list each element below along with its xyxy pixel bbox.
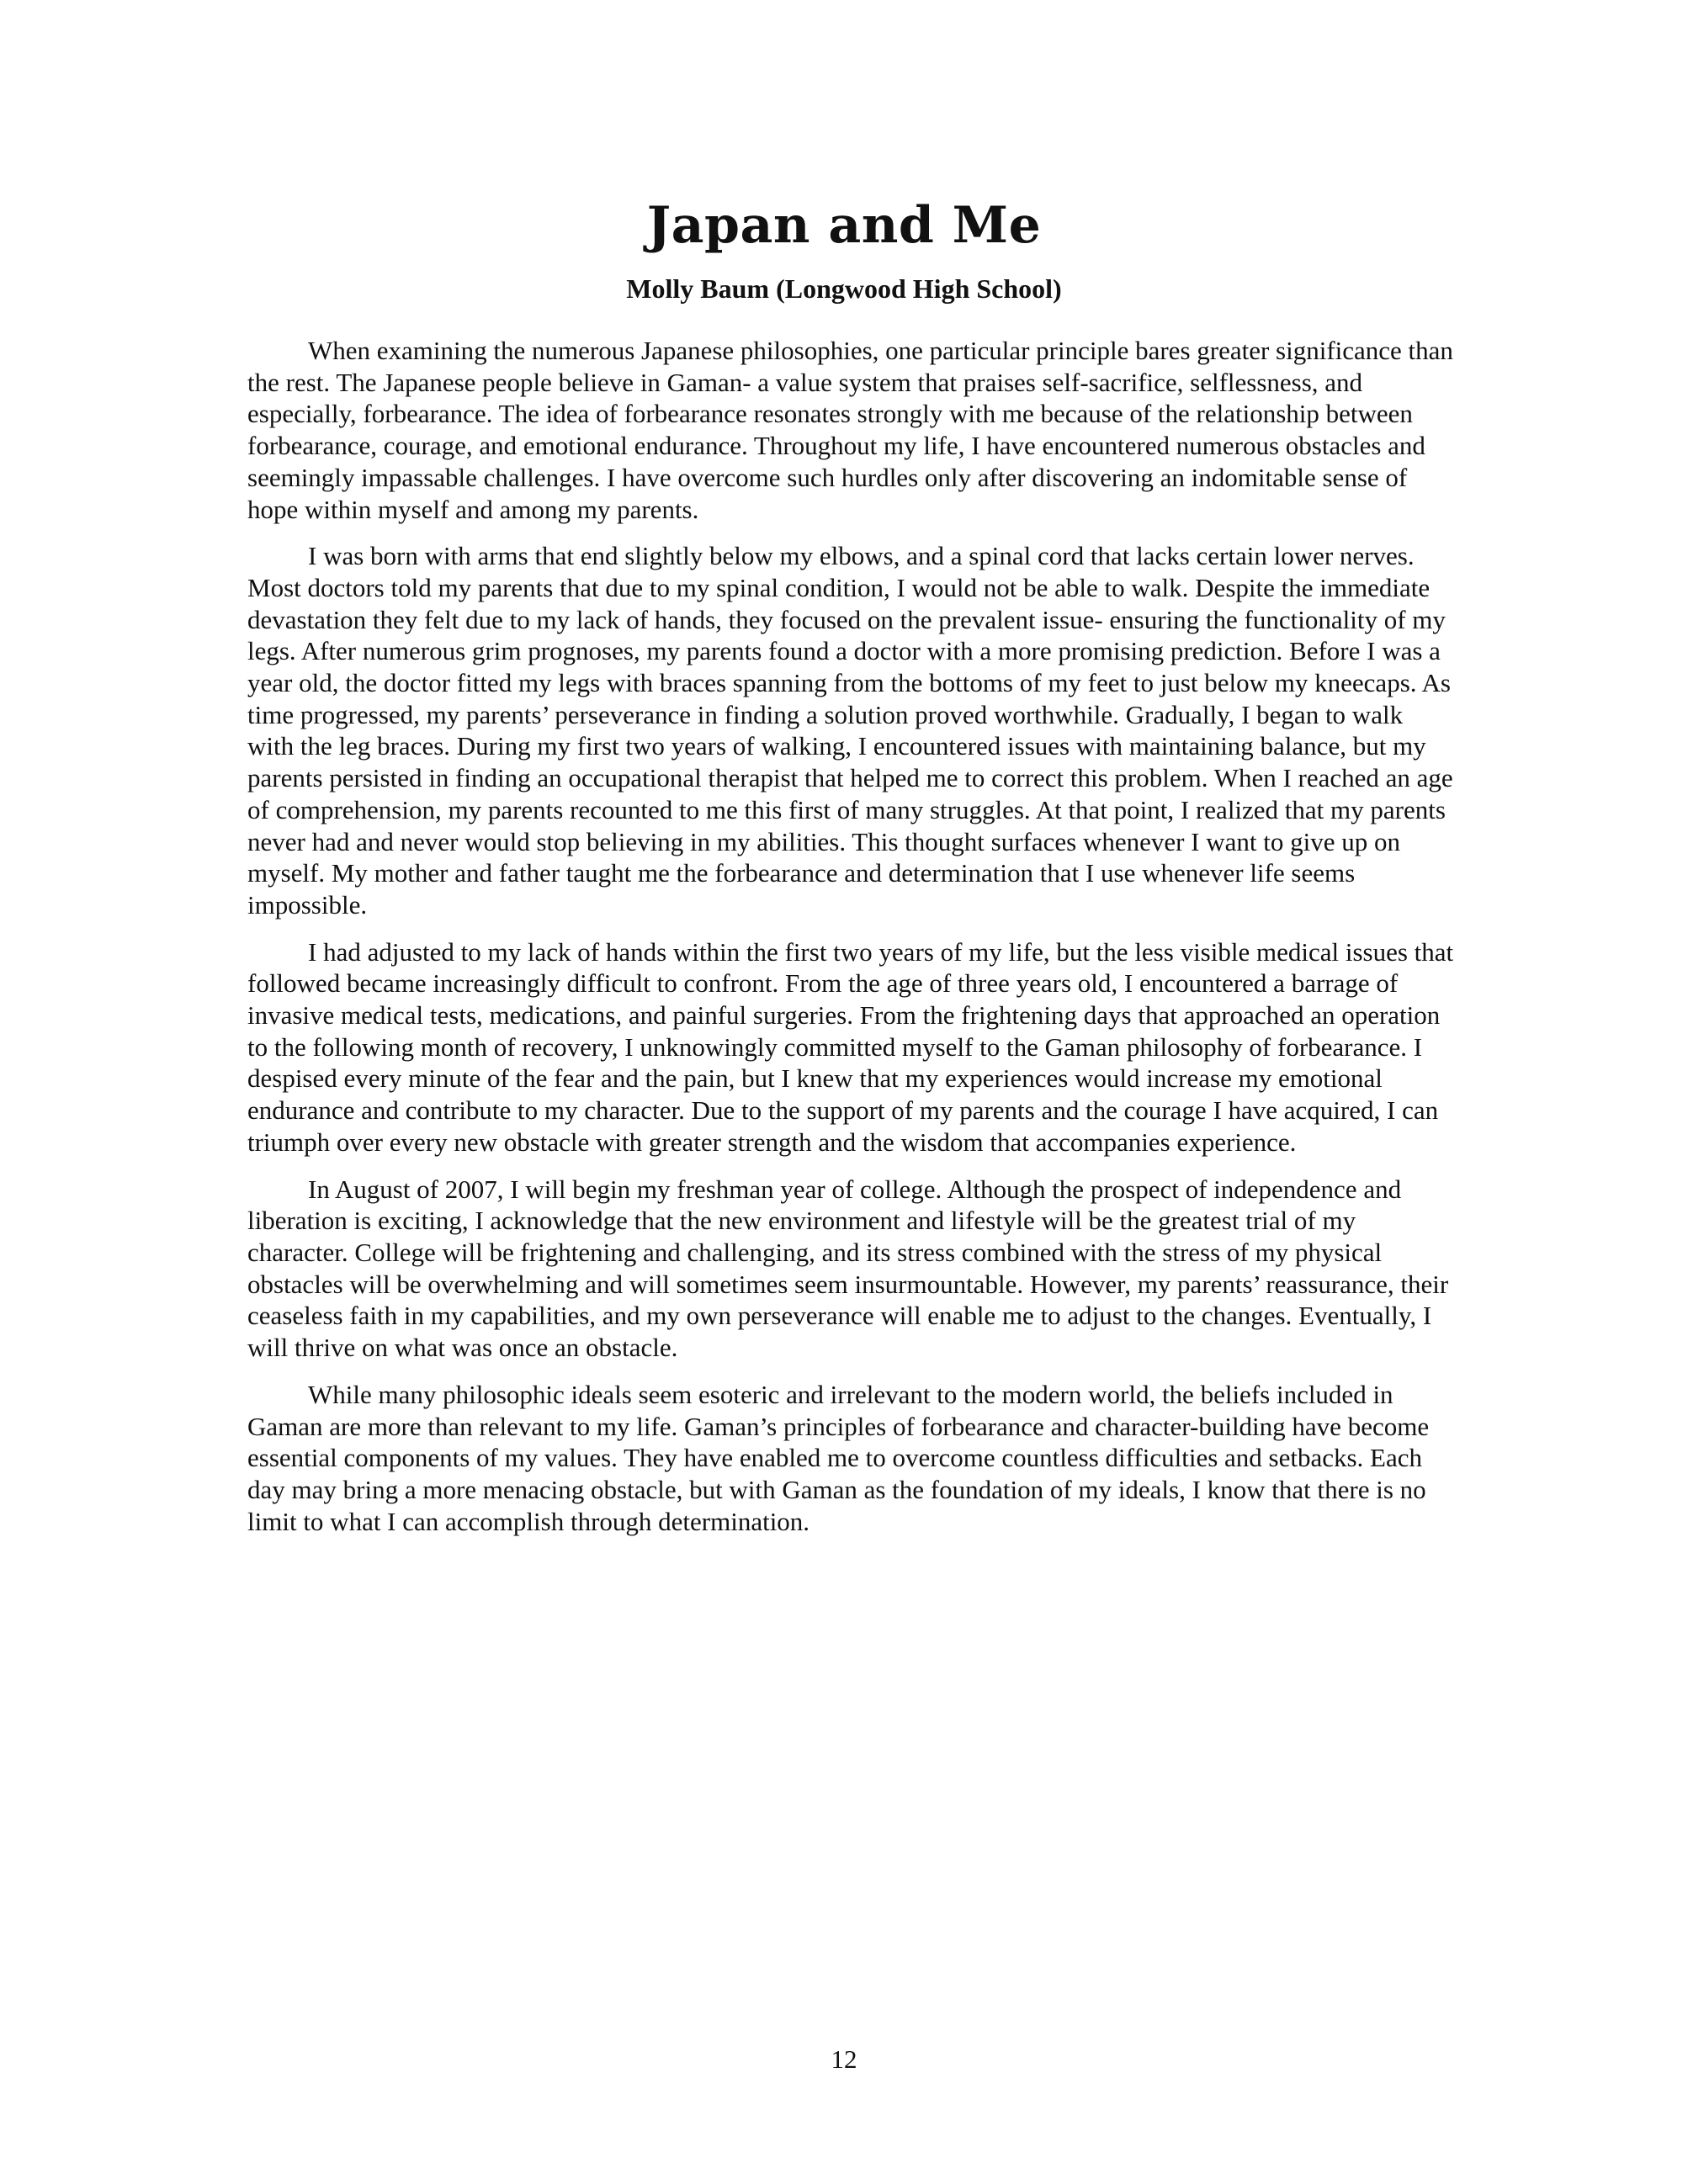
essay-body: [247, 335, 1454, 1552]
paragraph-4: In August of 2007, I will begin my freshman year of college. Although the prospect of independence and liberation is exciting, I acknowledge that the new environment and lifestyle will be the greatest trial of my character. College will be frightening and challenging, and its stress combined with the stress of my physical obstacles will be overwhelming and will sometimes seem insurmountable. However, my parents’ reassurance, their ceaseless faith in my capabilities, and my own perseverance will enable me to adjust to the changes. Eventually, I will thrive on what was once an obstacle.: [247, 1174, 1449, 1363]
essay-title: Japan and Me: [646, 196, 1042, 255]
paragraph-2: I was born with arms that end slightly below my elbows, and a spinal cord that lacks certain lower nerves. Most doctors told my parents that due to my spinal condition, I would not be able to walk. Despite the immediate devastation they felt due to my lack of hands, they focused on the prevalent issue- ensuring the functionality of my legs. After numerous grim prognoses, my parents found a doctor with a more promising prediction. Before I was a year old, the doctor fitted my legs with braces spanning from the bottoms of my feet to just below my kneecaps. As time progressed, my parents’ perseverance in finding a solution proved worthwhile. Gradually, I began to walk with the leg braces. During my first two years of walking, I encountered issues with maintaining balance, but my parents persisted in finding an occupational therapist that helped me to correct this problem. When I reached an age of comprehension, my parents recounted to me this first of many struggles. At that point, I realized that my parents never had and never would stop believing in my abilities. This thought surfaces whenever I want to give up on myself. My mother and father taught me the forbearance and determination that I use whenever life seems impossible.: [247, 541, 1453, 920]
author-byline: Molly Baum (Longwood High School): [626, 273, 1062, 304]
paragraph-5: While many philosophic ideals seem esoteric and irrelevant to the modern world, the beliefs included in Gaman are more than relevant to my life. Gaman’s principles of forbearance and character-building have become essential components of my values. They have enabled me to overcome countless difficulties and setbacks. Each day may bring a more menacing obstacle, but with Gaman as the foundation of my ideals, I know that there is no limit to what I can accomplish through determination.: [247, 1379, 1430, 1536]
paragraph-3: I had adjusted to my lack of hands within the first two years of my life, but the less visible medical issues that followed became increasingly difficult to confront. From the age of three years old, I encountered a barrage of invasive medical tests, medications, and painful surgeries. From the frightening days that approached an operation to the following month of recovery, I unknowingly committed myself to the Gaman philosophy of forbearance. I despised every minute of the fear and the pain, but I knew that my experiences would increase my emotional endurance and contribute to my character. Due to the support of my parents and the courage I have acquired, I can triumph over every new obstacle with greater strength and the wisdom that accompanies experience.: [247, 936, 1454, 1157]
page-number: 12: [831, 2044, 857, 2074]
paragraph-1: When examining the numerous Japanese philosophies, one particular principle bares greater significance than the rest. The Japanese people believe in Gaman- a value system that praises self-sacrifice, selflessness, and especially, forbearance. The idea of forbearance resonates strongly with me because of the relationship between forbearance, courage, and emotional endurance. Throughout my life, I have encountered numerous obstacles and seemingly impassable challenges. I have overcome such hurdles only after discovering an indomitable sense of hope within myself and among my parents.: [247, 336, 1453, 524]
